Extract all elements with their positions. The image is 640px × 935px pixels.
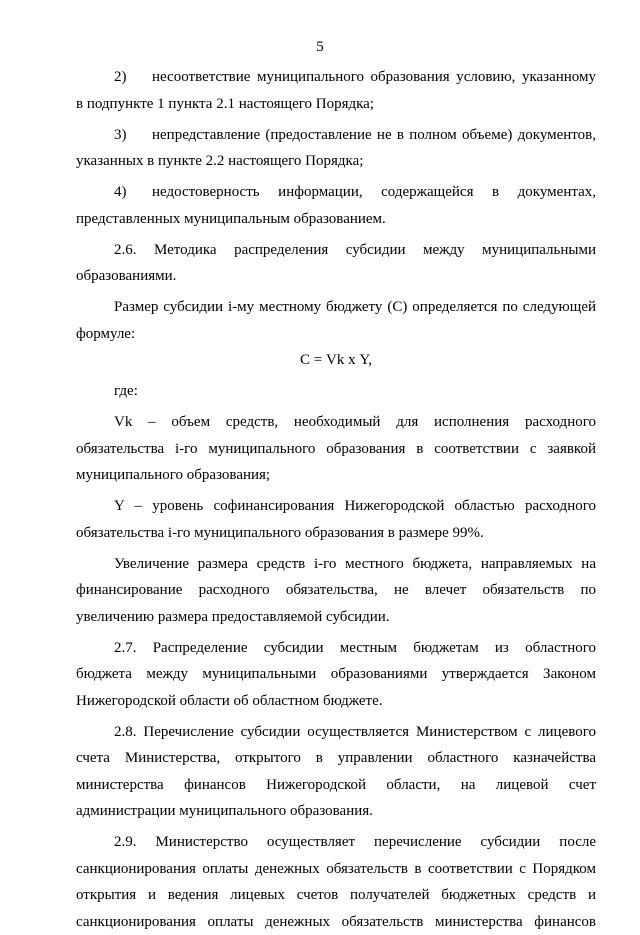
- section-2-9-line-1: 2.9. Министерство осуществляет перечисление субсидии после: [76, 829, 596, 856]
- section-2-7-line-2: бюджета между муниципальными образованиями утверждается Законом: [76, 661, 596, 688]
- list-item-4-line-1: [76, 179, 596, 206]
- list-item-text: непредставление (предоставление не в полном объеме) документов,: [152, 127, 596, 143]
- increase-paragraph-line-2: финансирование расходного обязательства, не влечет обязательств по: [76, 577, 596, 604]
- list-item-number: 2): [114, 64, 152, 91]
- page-number: 5: [0, 38, 640, 56]
- section-2-8-line-3: министерства финансов Нижегородской области, на лицевой счет: [76, 772, 596, 799]
- list-item-3-line-2: указанных в пункте 2.2 настоящего Порядка;: [76, 148, 596, 175]
- vk-definition-line-2: обязательства i-го муниципального образования в соответствии с заявкой: [76, 436, 596, 463]
- list-item-3-line-1: [76, 122, 596, 149]
- list-item-text: недостоверность информации, содержащейся в документах,: [152, 184, 596, 200]
- section-2-6-line-2: образованиями.: [76, 263, 596, 290]
- subsidy-size-line-1: Размер субсидии i-му местному бюджету (С) определяется по следующей: [76, 294, 596, 321]
- y-definition-line-2: обязательства i-го муниципального образования в размере 99%.: [76, 520, 596, 547]
- section-2-7-line-3: Нижегородской области об областном бюджете.: [76, 688, 596, 715]
- subsidy-size-line-2: формуле:: [76, 321, 596, 348]
- list-item-2-line-1: [76, 64, 596, 91]
- section-2-7-line-1: 2.7. Распределение субсидии местным бюджетам из областного: [76, 635, 596, 662]
- increase-paragraph-line-3: увеличению размера предоставляемой субсидии.: [76, 604, 596, 631]
- section-2-8-line-1: 2.8. Перечисление субсидии осуществляется Министерством с лицевого: [76, 719, 596, 746]
- section-2-9-line-2: санкционирования оплаты денежных обязательств в соответствии с Порядком: [76, 856, 596, 883]
- formula-where: где:: [76, 378, 596, 405]
- vk-definition-line-1: Vk – объем средств, необходимый для исполнения расходного: [76, 409, 596, 436]
- formula: С = Vk х Y,: [76, 347, 596, 374]
- section-2-8-line-4: администрации муниципального образования.: [76, 798, 596, 825]
- list-item-4-line-2: представленных муниципальным образованием.: [76, 206, 596, 233]
- list-item-number: 4): [114, 179, 152, 206]
- section-2-8-line-2: счета Министерства, открытого в управлении областного казначейства: [76, 745, 596, 772]
- vk-definition-line-3: муниципального образования;: [76, 462, 596, 489]
- section-2-9-line-4: санкционирования оплаты денежных обязательств министерства финансов: [76, 909, 596, 935]
- document-body: [76, 64, 596, 935]
- list-item-text: несоответствие муниципального образования условию, указанному: [152, 69, 596, 85]
- list-item-2-line-2: в подпункте 1 пункта 2.1 настоящего Порядка;: [76, 91, 596, 118]
- increase-paragraph-line-1: Увеличение размера средств i-го местного бюджета, направляемых на: [76, 551, 596, 578]
- section-2-6-line-1: 2.6. Методика распределения субсидии между муниципальными: [76, 237, 596, 264]
- y-definition-line-1: Y – уровень софинансирования Нижегородской областью расходного: [76, 493, 596, 520]
- list-item-number: 3): [114, 122, 152, 149]
- section-2-9-line-3: открытия и ведения лицевых счетов получателей бюджетных средств и: [76, 882, 596, 909]
